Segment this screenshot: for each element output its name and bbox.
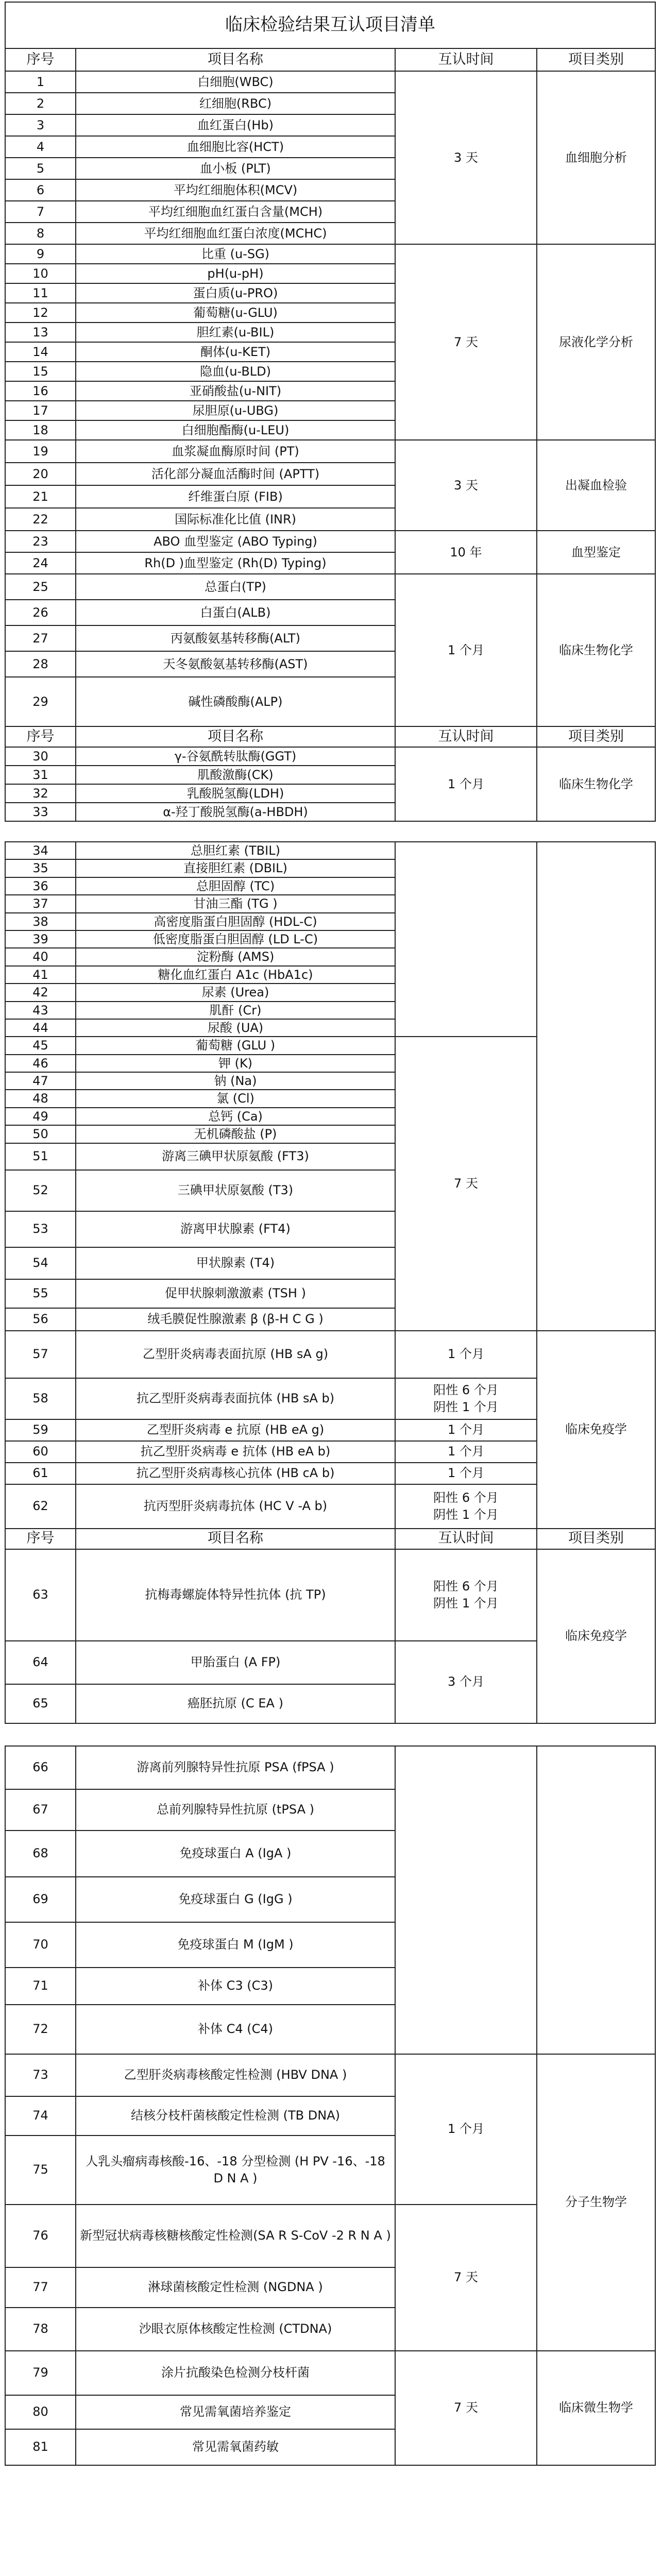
cell-time: 7 天 [395,1037,537,1330]
header-category: 项目类别 [537,1529,655,1549]
cell-time: 1 个月 [395,1419,537,1441]
cell-no: 72 [5,2005,76,2054]
cell-category: 临床生物化学 [537,747,655,821]
cell-name: 葡萄糖 (GLU ) [76,1037,395,1054]
cell-name: 淋球菌核酸定性检测 (NGDNA ) [76,2267,395,2308]
cell-no: 49 [5,1108,76,1125]
section-gap [5,821,655,842]
cell-category: 尿液化学分析 [537,244,655,440]
cell-no: 44 [5,1019,76,1037]
cell-name: 甲状腺素 (T4) [76,1247,395,1279]
cell-no: 29 [5,677,76,726]
cell-name: 尿胆原(u-UBG) [76,401,395,420]
cell-no: 52 [5,1170,76,1211]
cell-category: 临床生物化学 [537,574,655,726]
table-row [5,244,655,264]
cell-time: 3 天 [395,71,537,244]
cell-no: 18 [5,420,76,440]
cell-name: 抗乙型肝炎病毒表面抗体 (HB sA b) [76,1378,395,1419]
table-row [5,2351,655,2395]
cell-no: 58 [5,1378,76,1419]
cell-time: 10 年 [395,531,537,574]
cell-name: 隐血(u-BLD) [76,362,395,381]
cell-name: 绒毛膜促性腺激素 β (β-H C G ) [76,1308,395,1331]
cell-name: 总胆固醇 (TC) [76,877,395,895]
cell-no: 39 [5,930,76,948]
cell-name: 平均红细胞血红蛋白浓度(MCHC) [76,223,395,244]
cell-name: 肌酐 (Cr) [76,1002,395,1019]
cell-name: 糖化血红蛋白 A1c (HbA1c) [76,966,395,984]
cell-name: 癌胚抗原 (C EA ) [76,1684,395,1723]
table-row [5,531,655,552]
cell-no: 64 [5,1641,76,1684]
time-positive: 阳性 6 个月 [433,1490,499,1505]
cell-name: 抗乙型肝炎病毒 e 抗体 (HB eA b) [76,1441,395,1463]
page-title: 临床检验结果互认项目清单 [5,2,655,48]
cell-name: 酮体(u-KET) [76,342,395,362]
cell-name: 血浆凝血酶原时间 (PT) [76,440,395,463]
table-row [5,747,655,766]
cell-category: 血型鉴定 [537,531,655,574]
cell-time-empty [395,842,537,1037]
cell-time [395,1378,537,1419]
cell-no: 25 [5,574,76,600]
cell-no: 76 [5,2205,76,2267]
cell-category: 出凝血检验 [537,440,655,531]
cell-name: 丙氨酸氨基转移酶(ALT) [76,625,395,651]
section-gap [5,1723,655,1746]
cell-name: 无机磷酸盐 (P) [76,1125,395,1143]
cell-no: 62 [5,1484,76,1529]
cell-no: 80 [5,2395,76,2429]
cell-name: 游离前列腺特异性抗原 PSA (fPSA ) [76,1746,395,1789]
cell-no: 37 [5,895,76,912]
cell-name: 总蛋白(TP) [76,574,395,600]
cell-name: 乳酸脱氢酶(LDH) [76,784,395,803]
cell-no: 45 [5,1037,76,1054]
cell-name: 总胆红素 (TBIL) [76,842,395,859]
cell-name: 乙型肝炎病毒表面抗原 (HB sA g) [76,1331,395,1378]
cell-no: 6 [5,179,76,201]
cell-no: 31 [5,766,76,784]
cell-no: 4 [5,136,76,158]
header-no: 序号 [5,726,76,747]
table-header-row [5,1529,655,1549]
cell-name: 白细胞酯酶(u-LEU) [76,420,395,440]
cell-no: 46 [5,1055,76,1072]
cell-no: 47 [5,1072,76,1090]
cell-name: 碱性磷酸酶(ALP) [76,677,395,726]
cell-no: 23 [5,531,76,552]
cell-time: 3 天 [395,440,537,531]
cell-name: 乙型肝炎病毒核酸定性检测 (HBV DNA ) [76,2054,395,2096]
cell-name: 低密度脂蛋白胆固醇 (LD L-C) [76,930,395,948]
cell-name: 游离甲状腺素 (FT4) [76,1211,395,1247]
cell-name: 补体 C4 (C4) [76,2005,395,2054]
cell-no: 63 [5,1549,76,1641]
cell-no: 5 [5,158,76,179]
cell-name: 常见需氧菌药敏 [76,2429,395,2465]
gap-cell [5,1723,655,1746]
cell-no: 15 [5,362,76,381]
cell-category: 临床免疫学 [537,1331,655,1529]
cell-no: 10 [5,264,76,283]
cell-no: 21 [5,485,76,508]
cell-no: 61 [5,1463,76,1484]
table-row [5,1746,655,1789]
cell-name: 血细胞比容(HCT) [76,136,395,158]
table-row [5,2054,655,2096]
cell-no: 51 [5,1143,76,1170]
cell-no: 74 [5,2096,76,2136]
cell-name: 平均红细胞血红蛋白含量(MCH) [76,201,395,223]
header-category: 项目类别 [537,726,655,747]
table-header-row [5,726,655,747]
cell-category: 分子生物学 [537,2054,655,2351]
cell-name: 国际标准化比值 (INR) [76,508,395,531]
cell-name: 尿酸 (UA) [76,1019,395,1037]
cell-no: 9 [5,244,76,264]
time-positive: 阳性 6 个月 [433,1579,499,1594]
cell-name: pH(u-pH) [76,264,395,283]
table-row [5,574,655,600]
cell-name: 白蛋白(ALB) [76,600,395,625]
cell-name: 抗丙型肝炎病毒抗体 (HC V -A b) [76,1484,395,1529]
cell-no: 8 [5,223,76,244]
cell-no: 24 [5,552,76,574]
cell-name: 尿素 (Urea) [76,984,395,1001]
cell-name: 结核分枝杆菌核酸定性检测 (TB DNA) [76,2096,395,2136]
cell-no: 17 [5,401,76,420]
header-time: 互认时间 [395,48,537,71]
cell-no: 70 [5,1922,76,1968]
cell-name: 天冬氨酸氨基转移酶(AST) [76,651,395,677]
cell-no: 19 [5,440,76,463]
cell-time: 7 天 [395,2351,537,2465]
cell-name: 沙眼衣原体核酸定性检测 (CTDNA) [76,2308,395,2351]
cell-name: 血小板 (PLT) [76,158,395,179]
cell-name: 钠 (Na) [76,1072,395,1090]
header-no: 序号 [5,1529,76,1549]
cell-no: 41 [5,966,76,984]
cell-time: 1 个月 [395,1441,537,1463]
cell-category-empty [537,842,655,1331]
cell-name: 新型冠状病毒核糖核酸定性检测(SA R S-CoV -2 R N A ) [76,2205,395,2267]
cell-name: 活化部分凝血活酶时间 (APTT) [76,463,395,485]
cell-no: 1 [5,71,76,93]
cell-name: 高密度脂蛋白胆固醇 (HDL-C) [76,913,395,930]
cell-name: 总钙 (Ca) [76,1108,395,1125]
cell-name: 平均红细胞体积(MCV) [76,179,395,201]
cell-name: 亚硝酸盐(u-NIT) [76,381,395,401]
cell-no: 55 [5,1279,76,1308]
cell-name: 促甲状腺刺激激素 (TSH ) [76,1279,395,1308]
cell-time [395,1549,537,1641]
header-no: 序号 [5,48,76,71]
cell-time [395,1484,537,1529]
table-header-row [5,48,655,71]
cell-name: 抗乙型肝炎病毒核心抗体 (HB cA b) [76,1463,395,1484]
cell-no: 56 [5,1308,76,1331]
cell-no: 81 [5,2429,76,2465]
cell-time: 1 个月 [395,1463,537,1484]
cell-time: 1 个月 [395,747,537,821]
cell-time: 7 天 [395,2205,537,2351]
cell-no: 28 [5,651,76,677]
cell-no: 75 [5,2136,76,2205]
cell-no: 43 [5,1002,76,1019]
cell-no: 22 [5,508,76,531]
cell-name: 三碘甲状原氨酸 (T3) [76,1170,395,1211]
cell-name: 补体 C3 (C3) [76,1968,395,2005]
document [5,2,655,2466]
cell-no: 57 [5,1331,76,1378]
cell-name: 抗梅毒螺旋体特异性抗体 (抗 TP) [76,1549,395,1641]
cell-no: 38 [5,913,76,930]
cell-category: 临床免疫学 [537,1549,655,1723]
cell-name: 蛋白质(u-PRO) [76,283,395,303]
cell-no: 42 [5,984,76,1001]
cell-name: 乙型肝炎病毒 e 抗原 (HB eA g) [76,1419,395,1441]
cell-time: 1 个月 [395,574,537,726]
table-row [5,71,655,93]
cell-name: 血红蛋白(Hb) [76,114,395,136]
cell-no: 73 [5,2054,76,2096]
cell-name: Rh(D )血型鉴定 (Rh(D) Typing) [76,552,395,574]
cell-no: 32 [5,784,76,803]
cell-name: 比重 (u-SG) [76,244,395,264]
cell-no: 60 [5,1441,76,1463]
cell-name: 人乳头瘤病毒核酸-16、-18 分型检测 (H PV -16、-18 D N A ) [76,2136,395,2205]
cell-no: 54 [5,1247,76,1279]
cell-no: 67 [5,1789,76,1831]
time-positive: 阳性 6 个月 [433,1383,499,1398]
cell-no: 14 [5,342,76,362]
cell-no: 79 [5,2351,76,2395]
cell-name: 白细胞(WBC) [76,71,395,93]
cell-name: 常见需氧菌培养鉴定 [76,2395,395,2429]
cell-name: 免疫球蛋白 G (IgG ) [76,1877,395,1922]
cell-name: 甲胎蛋白 (A FP) [76,1641,395,1684]
cell-name: 甘油三酯 (TG ) [76,895,395,912]
cell-no: 59 [5,1419,76,1441]
time-negative: 阴性 1 个月 [433,1596,499,1611]
cell-name: 纤维蛋白原 (FIB) [76,485,395,508]
table-row [5,842,655,859]
header-name: 项目名称 [76,48,395,71]
cell-no: 7 [5,201,76,223]
cell-no: 77 [5,2267,76,2308]
cell-name: 肌酸激酶(CK) [76,766,395,784]
table-row [5,1549,655,1641]
cell-no: 65 [5,1684,76,1723]
cell-name: γ-谷氨酰转肽酶(GGT) [76,747,395,766]
cell-category-empty [537,1746,655,2054]
cell-no: 50 [5,1125,76,1143]
cell-no: 71 [5,1968,76,2005]
header-time: 互认时间 [395,1529,537,1549]
cell-no: 36 [5,877,76,895]
cell-name: 直接胆红素 (DBIL) [76,859,395,877]
time-negative: 阴性 1 个月 [433,1399,499,1414]
cell-time: 1 个月 [395,2054,537,2205]
cell-name: 淀粉酶 (AMS) [76,948,395,965]
cell-no: 78 [5,2308,76,2351]
cell-name: ABO 血型鉴定 (ABO Typing) [76,531,395,552]
header-name: 项目名称 [76,1529,395,1549]
cell-name: α-羟丁酸脱氢酶(a-HBDH) [76,803,395,821]
cell-no: 30 [5,747,76,766]
header-name: 项目名称 [76,726,395,747]
table-row [5,440,655,463]
cell-name: 氯 (Cl) [76,1090,395,1107]
table-row [5,1331,655,1378]
cell-no: 69 [5,1877,76,1922]
gap-cell [5,821,655,842]
cell-name: 总前列腺特异性抗原 (tPSA ) [76,1789,395,1831]
header-category: 项目类别 [537,48,655,71]
cell-name: 免疫球蛋白 A (IgA ) [76,1831,395,1877]
cell-name: 免疫球蛋白 M (IgM ) [76,1922,395,1968]
cell-no: 48 [5,1090,76,1107]
cell-time: 3 个月 [395,1641,537,1723]
cell-no: 13 [5,323,76,342]
cell-no: 40 [5,948,76,965]
cell-time: 1 个月 [395,1331,537,1378]
cell-time: 7 天 [395,244,537,440]
cell-name: 钾 (K) [76,1055,395,1072]
cell-no: 12 [5,303,76,323]
cell-name: 胆红素(u-BIL) [76,323,395,342]
cell-no: 68 [5,1831,76,1877]
cell-name: 红细胞(RBC) [76,93,395,114]
cell-no: 20 [5,463,76,485]
cell-no: 53 [5,1211,76,1247]
cell-no: 2 [5,93,76,114]
cell-name: 游离三碘甲状原氨酸 (FT3) [76,1143,395,1170]
cell-category: 临床微生物学 [537,2351,655,2465]
cell-time-empty [395,1746,537,2054]
cell-category: 血细胞分析 [537,71,655,244]
cell-no: 27 [5,625,76,651]
cell-name: 涂片抗酸染色检测分枝杆菌 [76,2351,395,2395]
cell-no: 33 [5,803,76,821]
cell-no: 3 [5,114,76,136]
time-negative: 阴性 1 个月 [433,1507,499,1522]
cell-name: 葡萄糖(u-GLU) [76,303,395,323]
header-time: 互认时间 [395,726,537,747]
cell-no: 34 [5,842,76,859]
cell-no: 35 [5,859,76,877]
cell-no: 16 [5,381,76,401]
cell-no: 66 [5,1746,76,1789]
cell-no: 26 [5,600,76,625]
cell-no: 11 [5,283,76,303]
